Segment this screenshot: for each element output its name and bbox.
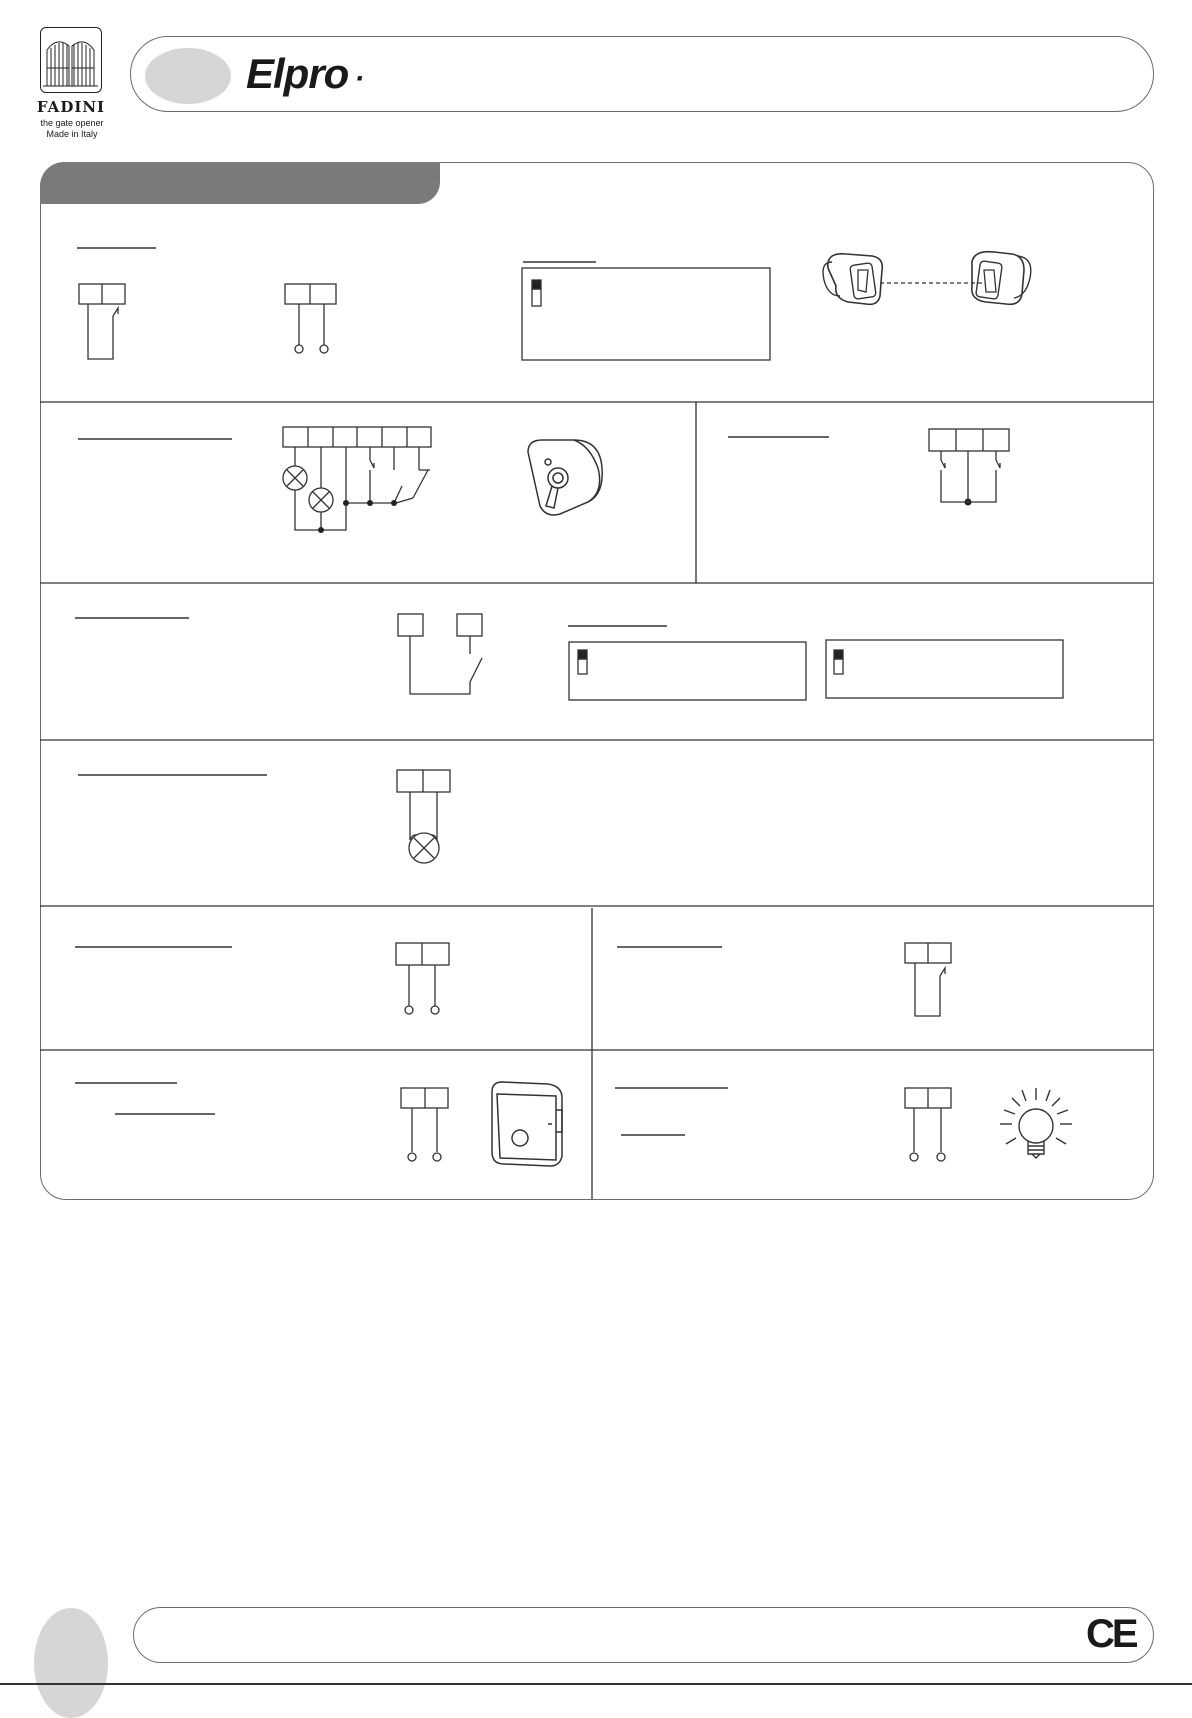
footer-page-oval xyxy=(34,1608,108,1718)
terminal-open-pair-4 xyxy=(905,1088,951,1161)
title-text: Elpro xyxy=(246,50,349,97)
tagline-line-2: Made in Italy xyxy=(46,129,98,139)
electric-lock-icon xyxy=(492,1082,562,1166)
title-dot: · xyxy=(354,62,364,95)
terminal-three-pole xyxy=(929,429,1009,502)
tagline-line-1: the gate opener xyxy=(40,118,104,128)
terminal-open-pair-2 xyxy=(396,943,449,1014)
junction-dots xyxy=(318,499,972,534)
brand-name: FADINI xyxy=(36,98,106,116)
terminal-nc-contact xyxy=(79,284,125,359)
terminal-split-switch xyxy=(398,614,482,694)
key-selector-icon xyxy=(528,440,602,515)
terminal-lamp xyxy=(397,770,450,863)
section-underlines xyxy=(75,248,829,1135)
terminal-six-pole xyxy=(283,427,431,530)
terminal-open-pair-3 xyxy=(401,1088,448,1161)
light-bulb-icon xyxy=(1000,1088,1072,1158)
photocell-icon xyxy=(823,254,882,305)
footer-banner xyxy=(133,1607,1154,1663)
terminal-open-pair xyxy=(285,284,336,353)
ce-mark-icon: CE xyxy=(1086,1612,1136,1656)
dip-switch-box xyxy=(522,268,770,360)
dip-switch-box-2 xyxy=(569,642,806,700)
dip-switch-box-3 xyxy=(826,640,1063,698)
photocell-icon-2 xyxy=(972,252,1031,305)
terminal-nc-contact-2 xyxy=(905,943,951,1016)
